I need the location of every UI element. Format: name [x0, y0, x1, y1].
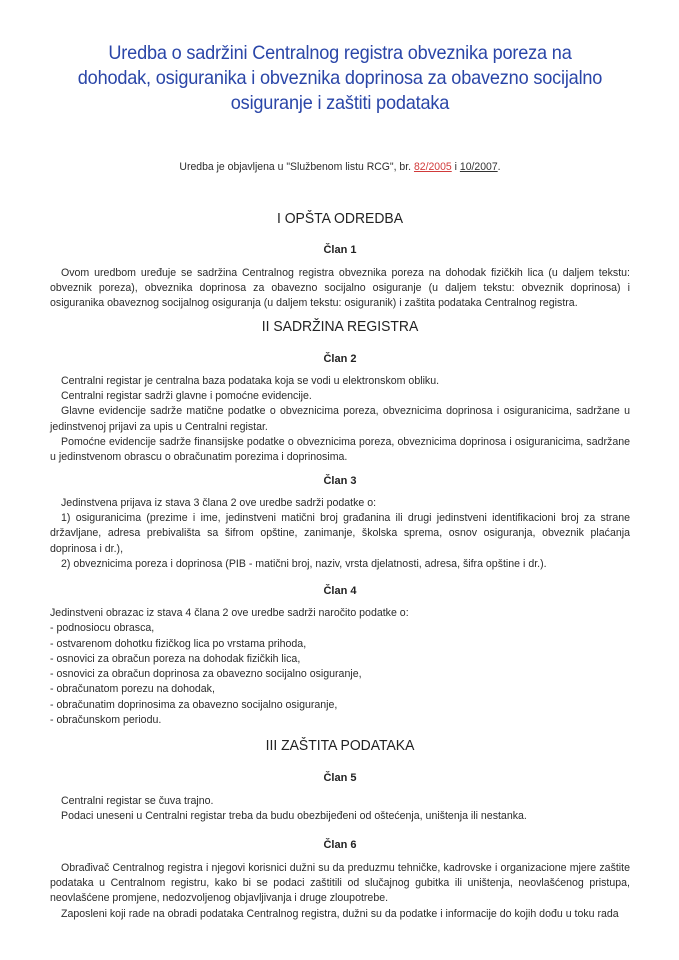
list-item: - obračunskom periodu. [50, 714, 162, 727]
article-4-body [50, 606, 630, 728]
article-4-intro: Jedinstveni obrazac iz stava 4 člana 2 ove uredbe sadrži naročito podatke o: [50, 607, 409, 619]
article-2-body [50, 374, 630, 465]
list-item: - podnosiocu obrasca, [50, 622, 155, 635]
section-heading-3: III ZAŠTITA PODATAKA [265, 737, 415, 754]
article-5-paragraph: Podaci uneseni u Centralni registar treba da budu obezbijeđeni od oštećenja, uništenja ili nestanka. [61, 810, 527, 823]
article-5-label: Član 5 [323, 772, 357, 784]
document-title: Uredba o sadržini Centralnog registra obveznika poreza na dohodak, osiguranika i obveznika doprinosa za obavezno socijalno osiguranje i zaštiti podataka [77, 42, 603, 114]
publication-suffix: . [497, 161, 501, 173]
gazette-link-82-2005[interactable]: 82/2005 [413, 161, 452, 173]
article-1-body [50, 266, 630, 312]
article-2-paragraph: Glavne evidencije sadrže matične podatke o obveznicima poreza, obveznicima doprinosa i osiguranicima, sadržane u jedinstvenoj prijavi za upis u Centralni registar. [50, 405, 630, 433]
article-1-label: Član 1 [323, 244, 357, 256]
list-item: - ostvarenom dohotku fizičkog lica po vrstama prihoda, [50, 637, 307, 650]
article-3-body [50, 496, 630, 572]
article-6-label: Član 6 [323, 839, 357, 851]
article-3-paragraph: 1) osiguranicima (prezime i ime, jedinstveni matični broj građanina ili drugi jedinstveni identifikacioni broj za strane državljane, adresa prebivališta sa šifrom opštine, zanimanje, školska sprema, osnov osiguranja, obveznik plaćanja doprinosa i dr.), [50, 512, 630, 555]
article-3-paragraph: 2) obveznicima poreza i doprinosa (PIB - matični broj, naziv, vrsta djelatnosti, adresa, šifra opštine i dr.). [61, 557, 547, 570]
gazette-link-10-2007[interactable]: 10/2007 [459, 161, 498, 173]
article-6-paragraph: Obrađivač Centralnog registra i njegovi korisnici dužni su da preduzmu tehničke, kadrovske i organizacione mjere zaštite podataka u Centralnom registru, kako bi se podaci zaštitili od slučajnog gubitka ili uništenja, neovlašćenog pristupa, neovlašćene promjene, nedozvoljenog objavljivanja i druge zloupotrebe. [50, 862, 630, 905]
publication-prefix: Uredba je objavljena u "Službenom listu RCG", br. [179, 161, 414, 173]
article-3-label: Član 3 [323, 475, 357, 487]
article-6-paragraph: Zaposleni koji rade na obradi podataka Centralnog registra, dužni su da podatke i informacije do kojih dođu u toku rada [61, 907, 619, 920]
article-5-body [50, 794, 630, 824]
article-2-paragraph: Pomoćne evidencije sadrže finansijske podatke o obveznicima poreza, obveznicima doprinosa i osiguranicima, sadržane u jedinstvenom obrascu o obračunatim porezima i doprinosima. [50, 435, 630, 464]
article-5-paragraph: Centralni registar se čuva trajno. [61, 795, 214, 807]
article-4-label: Član 4 [323, 585, 357, 597]
article-2-paragraph: Centralni registar sadrži glavne i pomoćne evidencije. [61, 390, 312, 403]
list-item: - osnovici za obračun doprinosa za obavezno socijalno osiguranje, [50, 668, 362, 681]
article-1-paragraph: Ovom uredbom uređuje se sadržina Centralnog registra obveznika poreza na dohodak fizičkih lica (u daljem tekstu: obveznik poreza), obveznika doprinosa za obavezno socijalno osiguranje (u daljem tekstu: obveznik doprinosa) i osiguranika obaveznog socijalnog osiguranja (u daljem tekstu: osiguranik) i zaštita podataka Centralnog registra. [50, 267, 630, 310]
list-item: - osnovici za obračun poreza na dohodak fizičkih lica, [50, 652, 301, 665]
article-2-paragraph: Centralni registar je centralna baza podataka koja se vodi u elektronskom obliku. [61, 375, 440, 387]
article-2-label: Član 2 [323, 353, 357, 365]
publication-note [65, 160, 616, 174]
publication-between: i [451, 161, 460, 173]
list-item: - obračunatom porezu na dohodak, [50, 683, 215, 696]
list-item: - obračunatim doprinosima za obavezno socijalno osiguranje, [50, 698, 338, 711]
article-3-paragraph: Jedinstvena prijava iz stava 3 člana 2 ove uredbe sadrži podatke o: [61, 497, 377, 509]
section-heading-1: I OPŠTA ODREDBA [276, 210, 404, 227]
article-6-body [50, 861, 630, 922]
section-heading-2: II SADRŽINA REGISTRA [261, 318, 419, 335]
